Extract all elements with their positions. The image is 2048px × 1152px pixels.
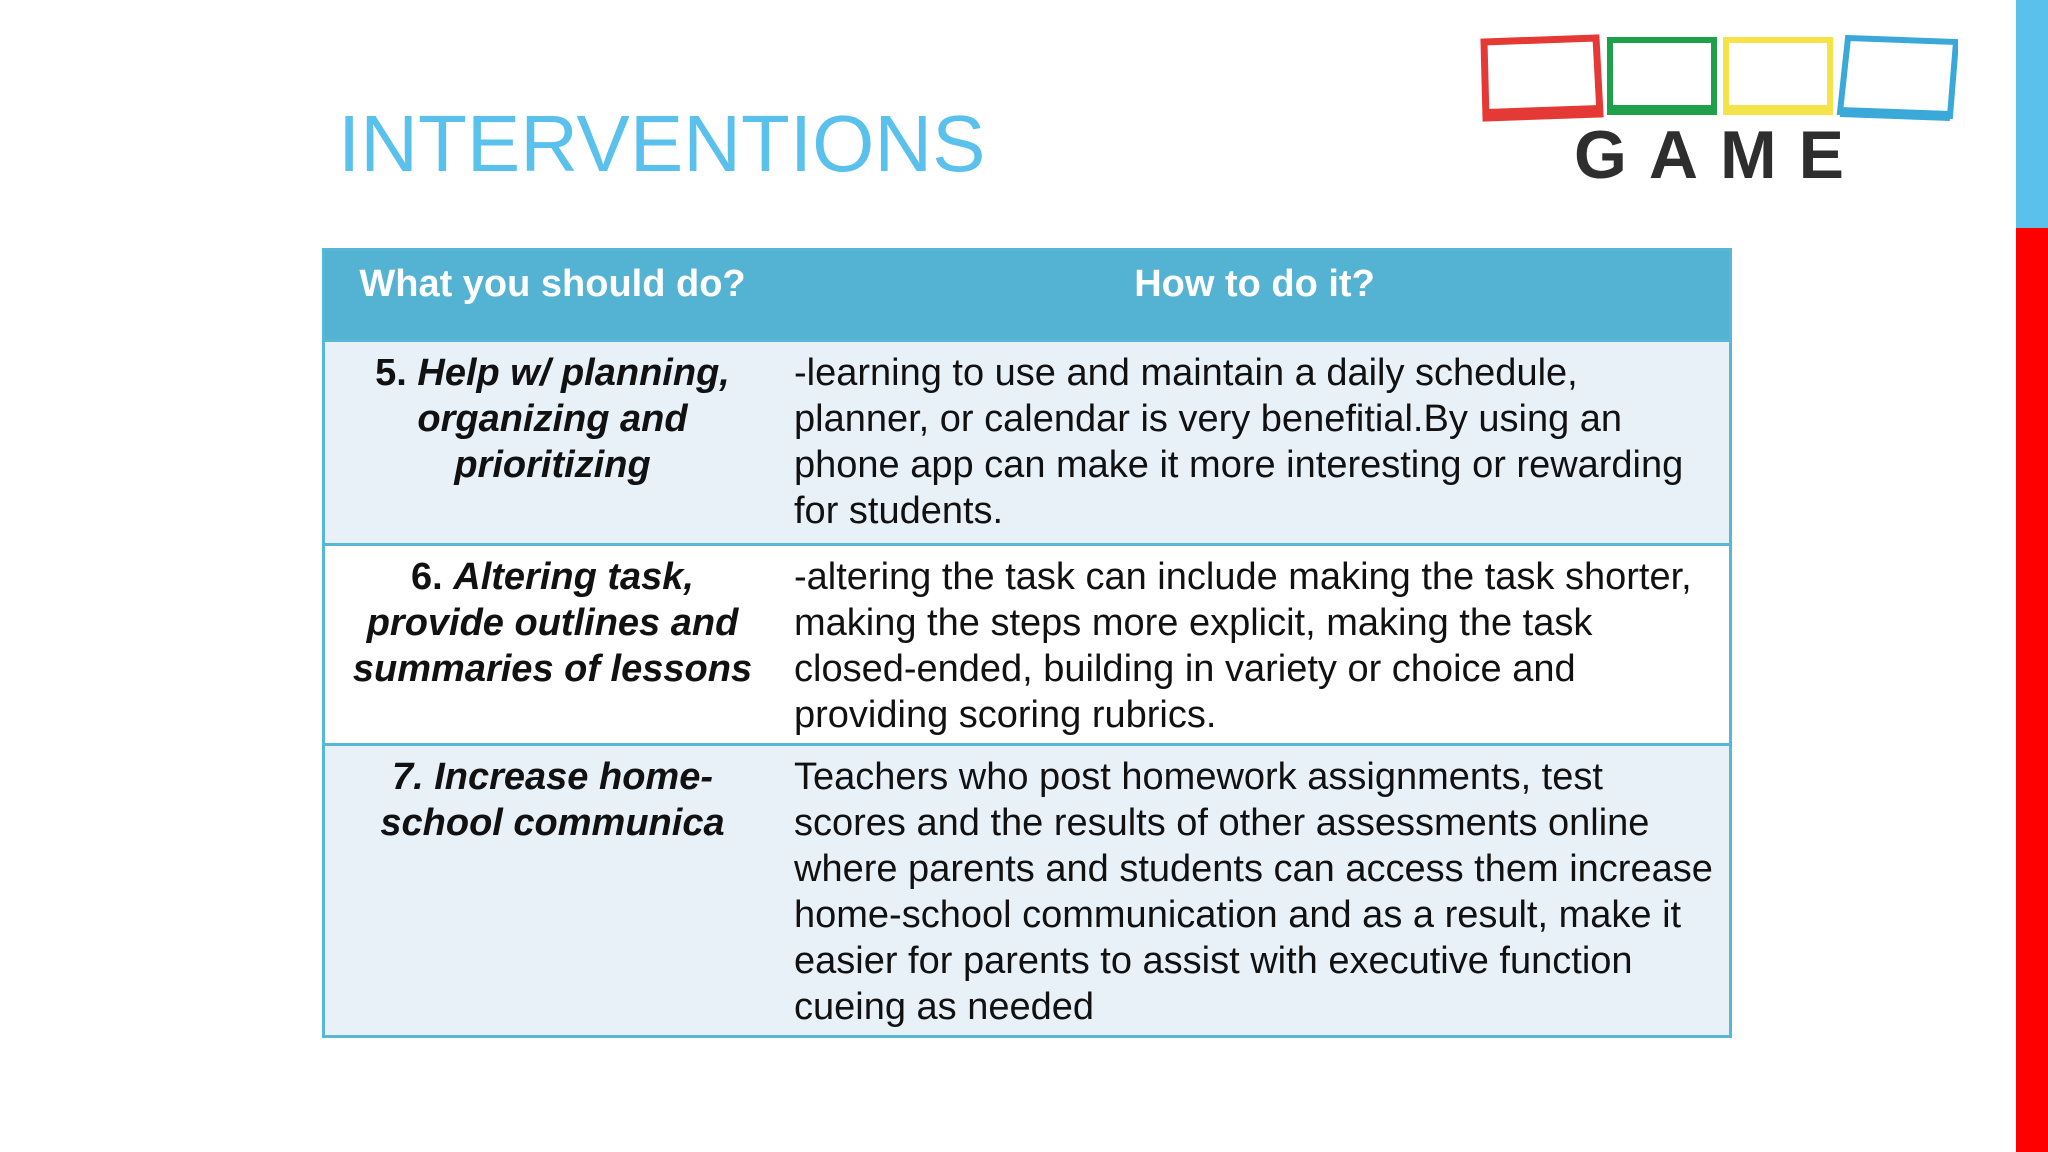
interventions-table — [322, 248, 1732, 1038]
logo-text: GAME — [1574, 117, 1866, 193]
item-number: 6. — [411, 556, 454, 598]
what-cell — [325, 746, 780, 1035]
what-cell — [325, 342, 780, 543]
table-row — [325, 543, 1729, 743]
header-how: How to do it? — [1134, 263, 1375, 305]
how-cell: -learning to use and maintain a daily schedule, planner, or calendar is very benefitial.By using an phone app can make it more interesting or rewarding for students. — [794, 352, 1684, 532]
how-cell: -altering the task can include making the task shorter, making the steps more explicit, making the task closed-ended, building in variety or choice and providing scoring rubrics. — [794, 556, 1692, 736]
edge-bar-blue — [2016, 0, 2048, 228]
game-logo — [1478, 30, 1958, 193]
edge-bar-red — [2016, 228, 2048, 1152]
how-cell: Teachers who post homework assignments, test scores and the results of other assessments online where parents and students can access them increase home-school communication and as a result, make it easier for parents to assist with executive function cueing as needed — [794, 756, 1713, 1028]
table-header-row — [325, 251, 1729, 339]
what-cell — [325, 546, 780, 743]
table-row — [325, 339, 1729, 543]
item-title: Altering task, provide outlines and summaries of lessons — [352, 556, 753, 690]
item-title: Help w/ planning, organizing and prioritizing — [417, 352, 730, 486]
header-what: What you should do? — [359, 263, 746, 305]
table-row — [325, 743, 1729, 1035]
item-number: 5. — [375, 352, 418, 394]
item-title: 7. Increase home-school communica — [380, 756, 725, 844]
slide-title: INTERVENTIONS — [338, 99, 986, 188]
